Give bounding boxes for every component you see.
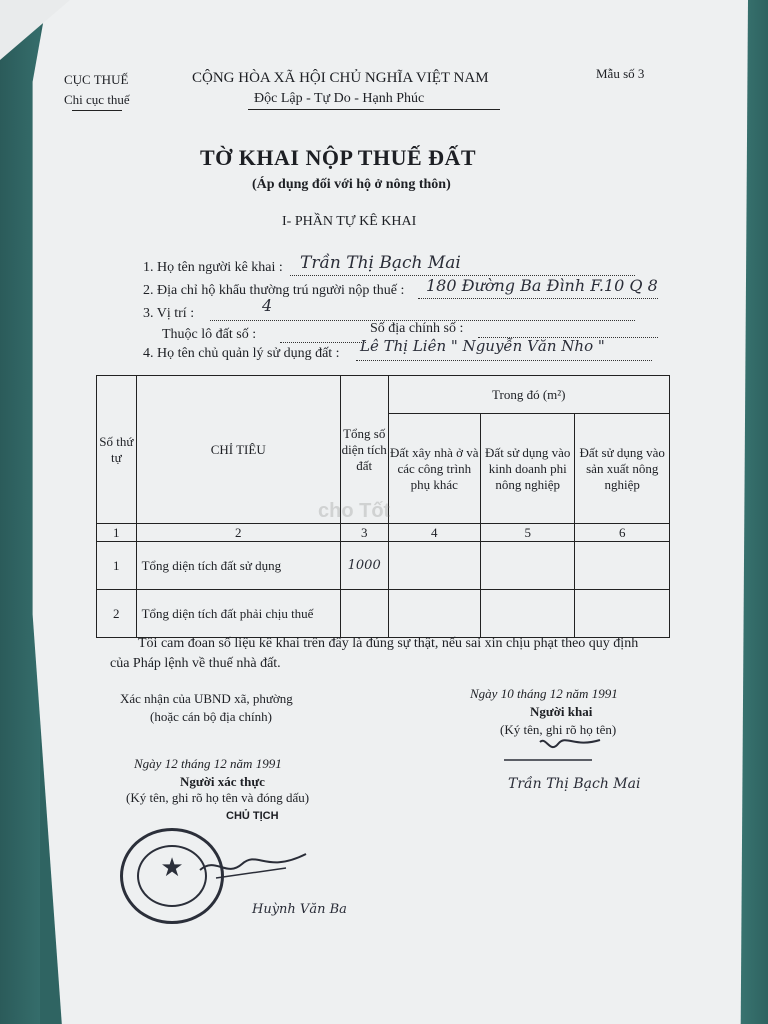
watermark: cho Tốt (318, 500, 391, 522)
field-declarant-value: Trần Thị Bạch Mai (300, 253, 461, 273)
declaration-line1: Tôi cam đoan số liệu kê khai trên đây là đúng sự thật, nếu sai xin chịu phạt theo quy định (138, 636, 639, 651)
right-note: (Ký tên, ghi rõ họ tên) (500, 722, 617, 737)
row-cell (575, 542, 670, 590)
left-note: (Ký tên, ghi rõ họ tên và đóng dấu) (126, 790, 310, 805)
field-position-label: 3. Vị trí : (143, 306, 195, 321)
row-cell (575, 590, 670, 638)
row-cell (481, 590, 575, 638)
dotted-line (418, 297, 658, 299)
dotted-line (356, 359, 652, 361)
agency-underline (72, 110, 122, 111)
document-title: TỜ KHAI NỘP THUẾ ĐẤT (200, 145, 477, 170)
chairman-name: Huỳnh Văn Ba (252, 902, 347, 917)
field-owner-value: Lê Thị Liên " Nguyễn Văn Nho " (360, 337, 605, 355)
col-number: 1 (97, 524, 137, 542)
form-number: Mẫu số 3 (596, 66, 645, 81)
row-label: Tổng diện tích đất phải chịu thuế (136, 590, 340, 638)
col-header-chitieu: CHỈ TIÊU (136, 376, 340, 524)
row-total (340, 590, 388, 638)
col-header-trongdo: Trong đó (m²) (388, 376, 669, 414)
field-owner-label: 4. Họ tên chủ quản lý sử dụng đất : (143, 346, 340, 361)
field-address-label: 2. Địa chỉ hộ khẩu thường trú người nộp thuế : (143, 283, 405, 298)
col-number: 6 (575, 524, 670, 542)
row-stt: 1 (97, 542, 137, 590)
field-cadastral-label: Số địa chính số : (370, 321, 464, 336)
dotted-line (280, 341, 366, 343)
right-date: Ngày 10 tháng 12 năm 1991 (470, 686, 618, 701)
col-header-stt: Số thứ tự (97, 376, 137, 524)
nation-title: CỘNG HÒA XÃ HỘI CHỦ NGHĨA VIỆT NAM (192, 70, 489, 86)
field-position-value: 4 (262, 296, 273, 315)
star-icon: ★ (160, 853, 184, 882)
declarant-signature-stroke (500, 734, 610, 770)
col-number: 3 (340, 524, 388, 542)
row-stt: 2 (97, 590, 137, 638)
row-label: Tổng diện tích đất sử dụng (136, 542, 340, 590)
right-role: Người khai (530, 704, 593, 719)
field-address-value: 180 Đường Ba Đình F.10 Q 8 (426, 276, 658, 295)
agency-line1: CỤC THUẾ (64, 72, 129, 87)
col-number: 2 (136, 524, 340, 542)
field-lot-label: Thuộc lô đất số : (162, 327, 257, 342)
row-cell (388, 542, 480, 590)
chairman-signature-stroke (196, 848, 316, 888)
col-header-housing: Đất xây nhà ở và các công trình phụ khác (388, 414, 480, 524)
nation-motto: Độc Lập - Tự Do - Hạnh Phúc (254, 91, 425, 106)
row-cell (388, 590, 480, 638)
agency-line2: Chi cục thuế (64, 92, 130, 107)
col-number: 4 (388, 524, 480, 542)
section-heading: I- PHẦN TỰ KÊ KHAI (282, 214, 417, 229)
left-date: Ngày 12 tháng 12 năm 1991 (134, 756, 282, 771)
row-total: 1000 (340, 542, 388, 590)
left-role: Người xác thực (180, 774, 265, 789)
table-row (97, 590, 670, 638)
declarant-name: Trần Thị Bạch Mai (508, 776, 641, 792)
motto-underline (248, 109, 500, 110)
table-row (97, 542, 670, 590)
col-header-total: Tổng số diện tích đất (340, 376, 388, 524)
document-subtitle: (Áp dụng đối với hộ ở nông thôn) (252, 177, 451, 192)
chairman-title: CHỦ TỊCH (226, 810, 279, 822)
row-cell (481, 542, 575, 590)
confirm-line2: (hoặc cán bộ địa chính) (150, 709, 273, 724)
col-header-business: Đất sử dụng vào kinh doanh phi nông nghiệp (481, 414, 575, 524)
confirm-line1: Xác nhận của UBND xã, phường (120, 691, 293, 706)
declaration-line2: của Pháp lệnh về thuế nhà đất. (110, 656, 281, 671)
field-declarant-label: 1. Họ tên người kê khai : (143, 260, 283, 275)
col-header-agriculture: Đất sử dụng vào sản xuất nông nghiệp (575, 414, 670, 524)
col-number: 5 (481, 524, 575, 542)
